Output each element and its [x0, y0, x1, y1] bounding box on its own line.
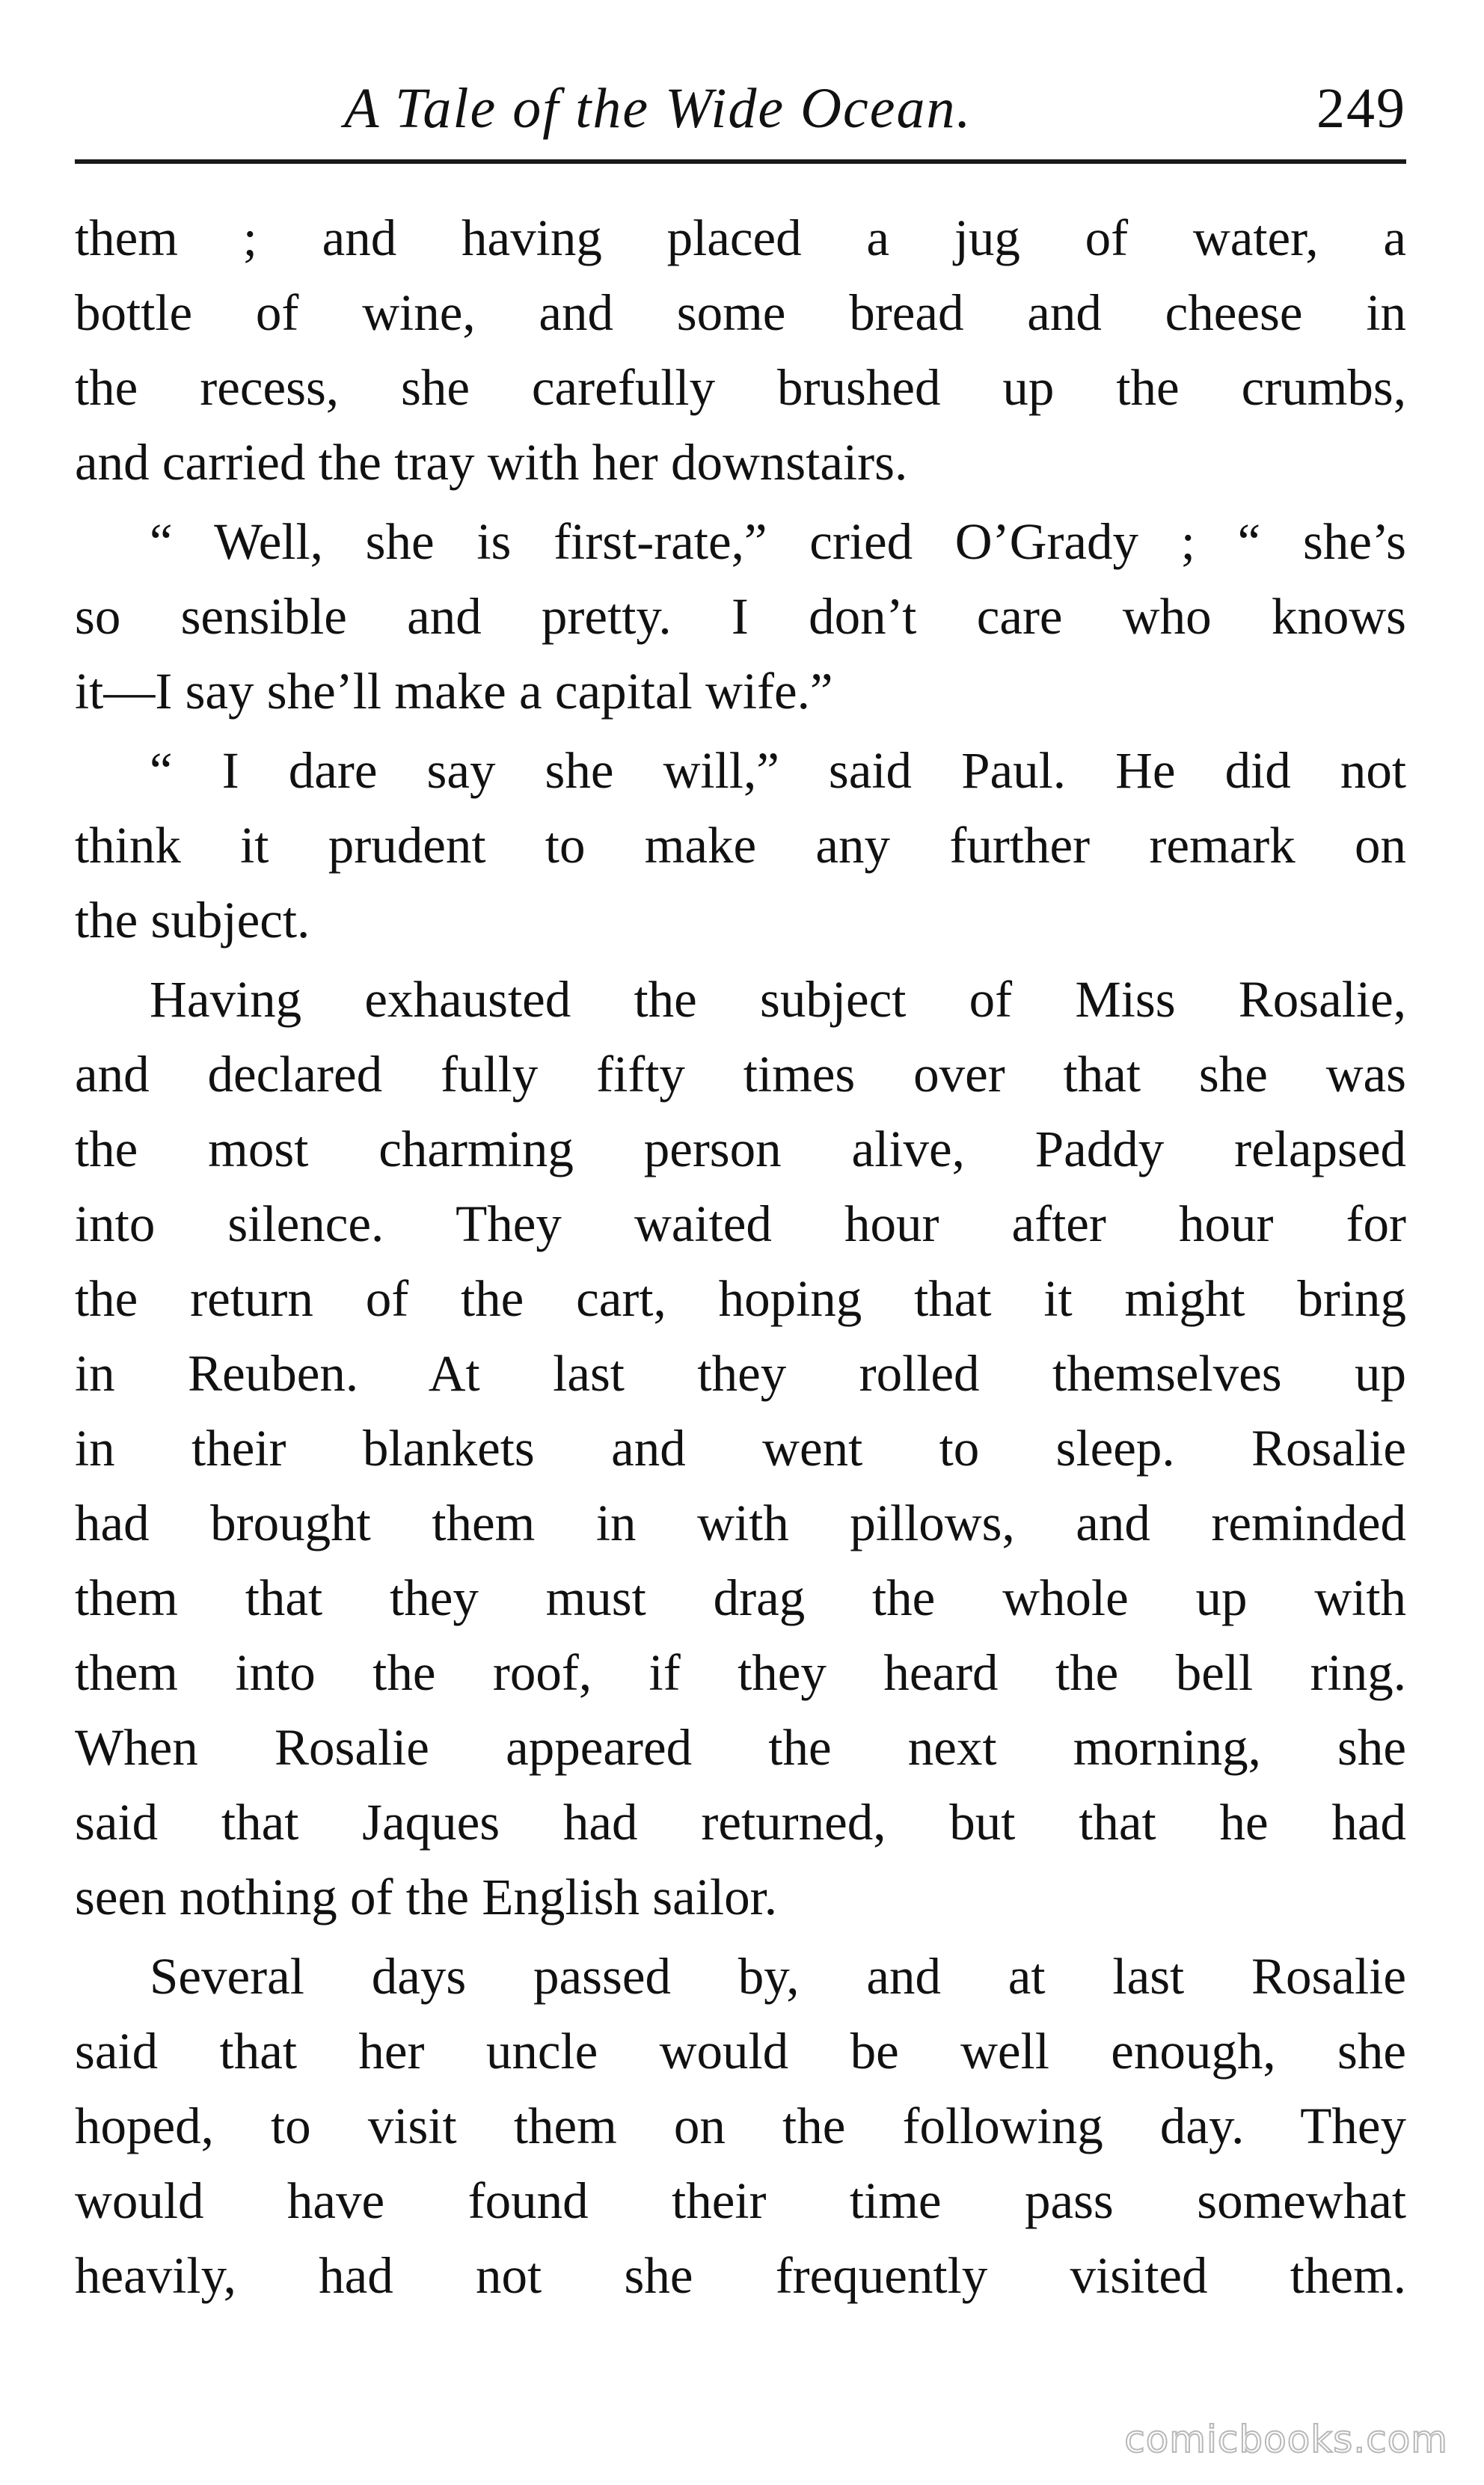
- text-line: seen nothing of the English sailor.: [75, 1869, 778, 1925]
- text-line: Several days passed by, and at last Rosalie: [150, 1948, 1406, 2005]
- text-line: the most charming person alive, Paddy relapsed: [75, 1121, 1406, 1177]
- body-text: [75, 200, 1406, 2313]
- text-line: into silence. They waited hour after hour for: [75, 1195, 1406, 1252]
- header-rule: [75, 159, 1406, 164]
- text-line: “ Well, she is first-rate,” cried O’Grady ; “ she’s: [150, 513, 1406, 570]
- text-line: think it prudent to make any further remark on: [75, 817, 1406, 874]
- text-line: the return of the cart, hoping that it might bring: [75, 1270, 1406, 1327]
- text-line: the subject.: [75, 892, 310, 949]
- text-line: in Reuben. At last they rolled themselves up: [75, 1345, 1406, 1402]
- text-line: them ; and having placed a jug of water, a: [75, 209, 1406, 266]
- text-line: them that they must drag the whole up with: [75, 1569, 1406, 1626]
- text-line: hoped, to visit them on the following day. They: [75, 2098, 1406, 2154]
- text-line: them into the roof, if they heard the bell ring.: [75, 1644, 1406, 1701]
- text-line: heavily, had not she frequently visited them.: [75, 2247, 1406, 2304]
- text-line: it—I say she’ll make a capital wife.”: [75, 663, 833, 720]
- text-line: “ I dare say she will,” said Paul. He did not: [150, 742, 1406, 799]
- text-line: Having exhausted the subject of Miss Rosalie,: [150, 971, 1406, 1028]
- text-line: and carried the tray with her downstairs.: [75, 434, 908, 491]
- watermark: comicbooks.com: [1124, 2418, 1448, 2461]
- text-line: bottle of wine, and some bread and cheese in: [75, 284, 1406, 341]
- text-line: and declared fully fifty times over that she was: [75, 1046, 1406, 1103]
- text-line: When Rosalie appeared the next morning, she: [75, 1719, 1406, 1776]
- text-line: so sensible and pretty. I don’t care who knows: [75, 588, 1406, 645]
- page-header: [75, 71, 1406, 161]
- running-title: A Tale of the Wide Ocean.: [344, 77, 972, 140]
- page-number: 249: [1316, 77, 1406, 140]
- text-line: had brought them in with pillows, and reminded: [75, 1495, 1406, 1551]
- text-line: in their blankets and went to sleep. Rosalie: [75, 1420, 1406, 1477]
- text-line: said that her uncle would be well enough, she: [75, 2023, 1406, 2080]
- text-line: said that Jaques had returned, but that he had: [75, 1794, 1406, 1851]
- text-line: the recess, she carefully brushed up the crumbs,: [75, 359, 1406, 416]
- text-line: would have found their time pass somewhat: [75, 2172, 1406, 2229]
